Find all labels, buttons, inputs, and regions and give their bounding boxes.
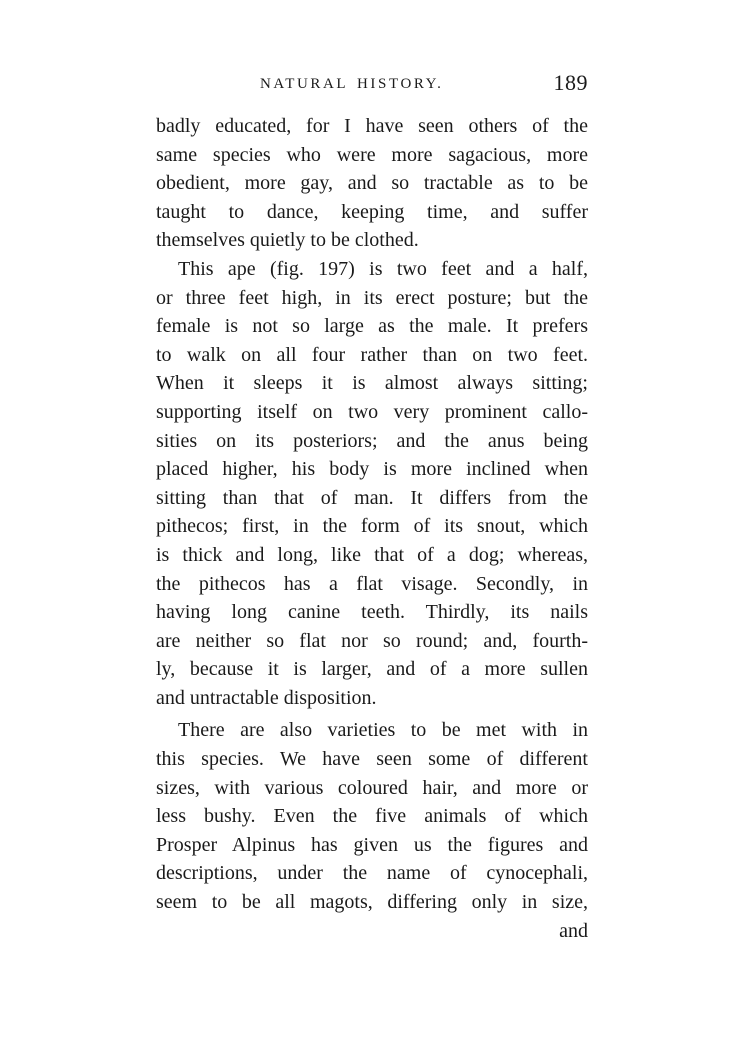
text-line: and untractable disposition.: [156, 686, 377, 709]
text-line: descriptions, under the name of cynocephali,: [156, 862, 588, 885]
text-line: taught to dance, keeping time, and suffer: [156, 200, 588, 223]
text-line: to walk on all four rather than on two feet.: [156, 343, 588, 366]
text-line: same species who were more sagacious, more: [156, 143, 588, 166]
running-title: NATURAL HISTORY.: [260, 76, 444, 92]
running-head: [158, 70, 590, 100]
text-line: or three feet high, in its erect posture; but the: [156, 286, 588, 309]
text-line: sizes, with various coloured hair, and more or: [156, 776, 588, 799]
text-line: sities on its posteriors; and the anus being: [156, 429, 588, 452]
text-line: less bushy. Even the five animals of which: [156, 805, 588, 828]
text-line: obedient, more gay, and so tractable as to be: [156, 172, 588, 195]
text-line: ly, because it is larger, and of a more sullen: [156, 658, 588, 681]
text-line: are neither so flat nor so round; and, fourth-: [156, 629, 588, 652]
paragraph-start-line: This ape (fig. 197) is two feet and a half,: [178, 257, 588, 280]
paragraph-start-line: There are also varieties to be met with in: [178, 719, 588, 742]
text-line: themselves quietly to be clothed.: [156, 229, 419, 252]
text-line: When it sleeps it is almost always sitting;: [156, 372, 588, 395]
body-text: [156, 112, 588, 945]
text-line: having long canine teeth. Thirdly, its nails: [156, 601, 588, 624]
text-line: female is not so large as the male. It prefers: [156, 315, 588, 338]
text-line: badly educated, for I have seen others of the: [156, 115, 588, 137]
text-line: supporting itself on two very prominent callo-: [156, 400, 588, 423]
catchword: and: [559, 919, 588, 942]
page-number: 189: [553, 70, 588, 95]
text-line: seem to be all magots, differing only in size,: [156, 891, 588, 914]
text-line: Prosper Alpinus has given us the figures and: [156, 833, 588, 856]
text-line: placed higher, his body is more inclined when: [156, 458, 588, 481]
text-line: the pithecos has a flat visage. Secondly, in: [156, 572, 588, 595]
text-line: sitting than that of man. It differs from the: [156, 486, 588, 509]
text-line: is thick and long, like that of a dog; whereas,: [156, 543, 588, 566]
text-line: pithecos; first, in the form of its snout, which: [156, 515, 588, 538]
text-line: this species. We have seen some of different: [156, 748, 588, 771]
